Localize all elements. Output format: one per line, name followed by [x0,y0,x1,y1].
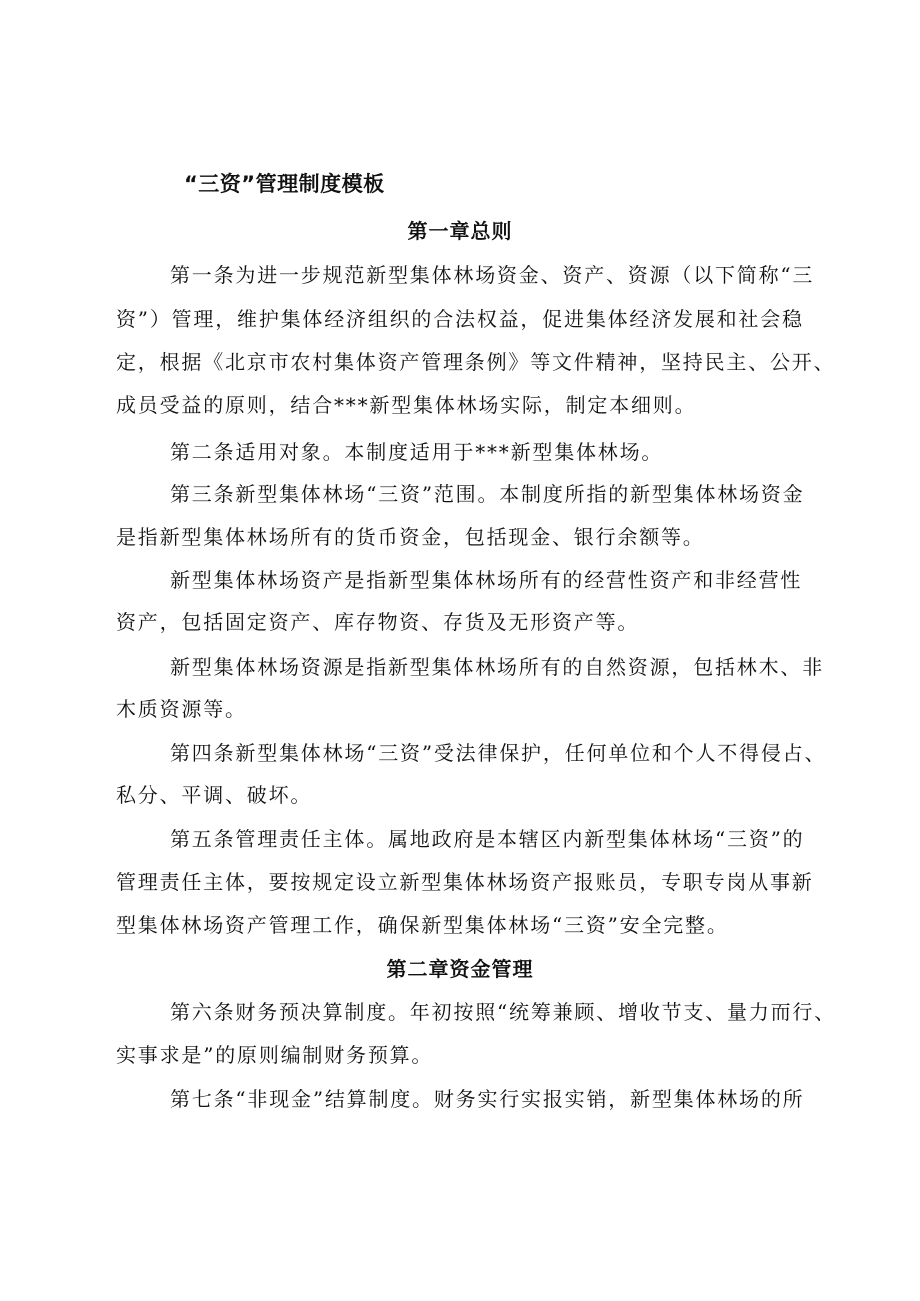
text-line: 定，根据《北京市农村集体资产管理条例》等文件精神，坚持民主、公开、 [116,350,836,374]
text-line: 是指新型集体林场所有的货币资金，包括现金、银行余额等。 [116,525,705,549]
text-line: 新型集体林场资产是指新型集体林场所有的经营性资产和非经营性 [170,568,803,592]
text-line: 资”）管理，维护集体经济组织的合法权益，促进集体经济发展和社会稳 [116,307,804,331]
text-line: 资产，包括固定资产、库存物资、存货及无形资产等。 [116,610,640,634]
text-line: 第一条为进一步规范新型集体林场资金、资产、资源（以下简称“三 [170,263,815,287]
text-line: 第二条适用对象。本制度适用于***新型集体林场。 [170,440,664,464]
text-line: 成员受益的原则，结合***新型集体林场实际，制定本细则。 [116,393,697,417]
text-line: 型集体林场资产管理工作，确保新型集体林场“三资”安全完整。 [116,913,729,937]
text-line: 管理责任主体，要按规定设立新型集体林场资产报账员，专职专岗从事新 [116,870,814,894]
chapter-heading-1: 第一章总则 [407,219,513,243]
text-line: 木质资源等。 [116,697,247,721]
text-line: 第五条管理责任主体。属地政府是本辖区内新型集体林场“三资”的 [170,827,805,851]
text-line: 第六条财务预决算制度。年初按照“统筹兼顾、增收节支、量力而行、 [170,1000,837,1024]
text-line: 实事求是”的原则编制财务预算。 [116,1043,434,1067]
chapter-heading-2: 第二章资金管理 [386,957,534,981]
document-title: “三资”管理制度模板 [184,172,385,196]
text-line: 私分、平调、破坏。 [116,783,313,807]
text-line: 新型集体林场资源是指新型集体林场所有的自然资源，包括林木、非 [170,655,824,679]
text-line: 第三条新型集体林场“三资”范围。本制度所指的新型集体林场资金 [170,482,805,506]
text-line: 第七条“非现金”结算制度。财务实行实报实销，新型集体林场的所 [170,1087,805,1111]
text-line: 第四条新型集体林场“三资”受法律保护，任何单位和个人不得侵占、 [170,741,827,765]
